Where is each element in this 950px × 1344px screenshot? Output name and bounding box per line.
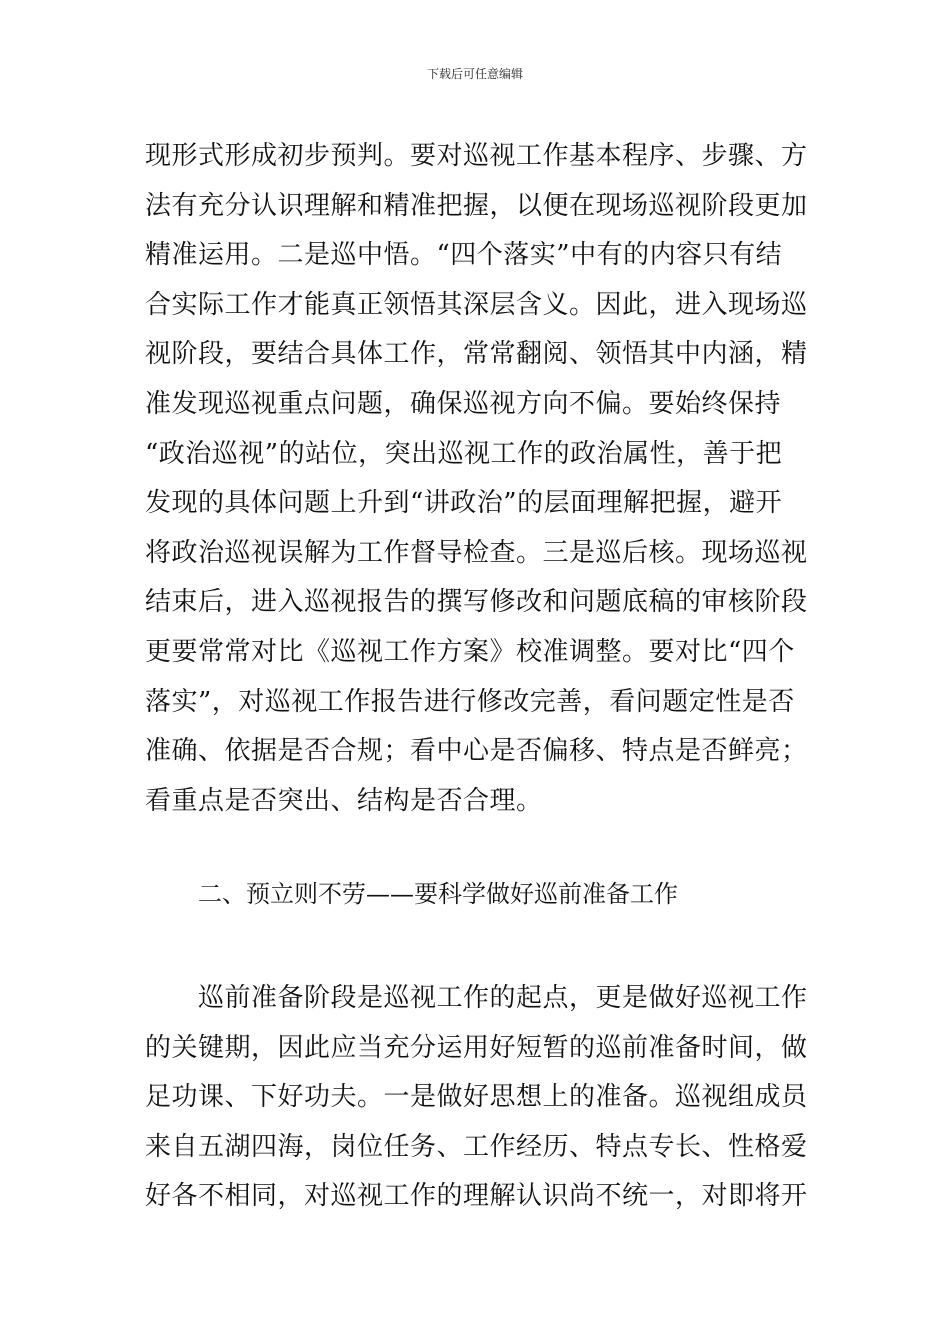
paragraph-line: 现形式形成初步预判。要对巡视工作基本程序、步骤、方: [145, 141, 808, 171]
section-heading: 二、预立则不劳——要科学做好巡前准备工作: [198, 880, 678, 908]
paragraph-line: 将政治巡视误解为工作督导检查。三是巡后核。现场巡视: [145, 537, 808, 568]
paragraph-line: 精准运用。二是巡中悟。“四个落实”中有的内容只有结: [145, 240, 783, 271]
paragraph-line: 结束后，进入巡视报告的撰写修改和问题底稿的审核阶段: [145, 587, 808, 618]
paragraph-line: 准发现巡视重点问题，确保巡视方向不偏。要始终保持: [145, 388, 782, 419]
paragraph-line: 发现的具体问题上升到“讲政治”的层面理解把握，避开: [145, 488, 783, 519]
paragraph-line: 来自五湖四海，岗位任务、工作经历、特点专长、性格爱: [145, 1131, 808, 1162]
paragraph-line: 看重点是否突出、结构是否合理。: [145, 785, 543, 816]
page-header-note: 下载后可任意编辑: [426, 67, 523, 81]
paragraph-line: 更要常常对比《巡视工作方案》校准调整。要对比“四个: [145, 636, 795, 667]
paragraph-line: 准确、依据是否合规；看中心是否偏移、特点是否鲜亮；: [145, 736, 808, 767]
paragraph-1: [145, 132, 815, 826]
paragraph-2: [145, 974, 815, 1222]
paragraph-line: “政治巡视”的站位，突出巡视工作的政治属性，善于把: [145, 438, 783, 469]
paragraph-line: 落实”，对巡视工作报告进行修改完善，看问题定性是否: [145, 686, 795, 717]
paragraph-line: 的关键期，因此应当充分运用好短暂的巡前准备时间，做: [145, 1032, 808, 1063]
paragraph-line: 合实际工作才能真正领悟其深层含义。因此，进入现场巡: [145, 289, 808, 320]
paragraph-line: 巡前准备阶段是巡视工作的起点，更是做好巡视工作: [198, 983, 808, 1013]
paragraph-line: 足功课、下好功夫。一是做好思想上的准备。巡视组成员: [145, 1082, 808, 1113]
paragraph-line: 法有充分认识理解和精准把握，以便在现场巡视阶段更加: [145, 190, 808, 221]
paragraph-line: 好各不相同，对巡视工作的理解认识尚不统一，对即将开: [145, 1181, 808, 1212]
paragraph-line: 视阶段，要结合具体工作，常常翻阅、领悟其中内涵，精: [145, 339, 808, 370]
